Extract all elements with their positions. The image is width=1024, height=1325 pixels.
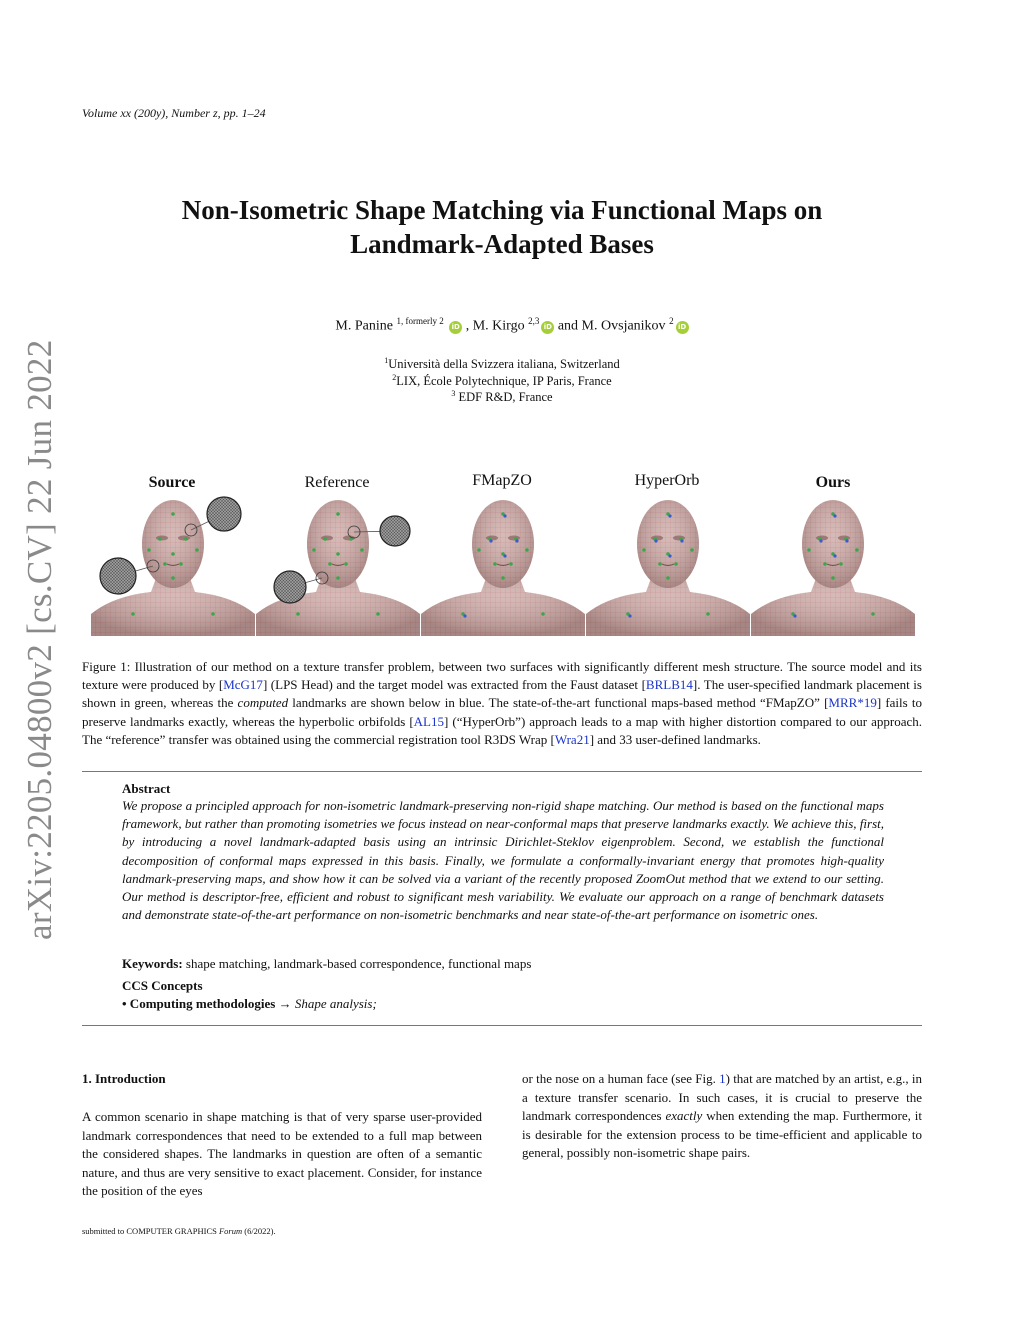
caption-text: ] fails to preserve landmarks exactly, whereas the hyperbolic orbifolds [ (82, 695, 923, 729)
keywords (122, 955, 884, 973)
figure-label-reference: Reference (304, 474, 370, 491)
ccs-item (122, 995, 884, 1013)
body-column-right (522, 1070, 922, 1163)
zoom-inset (380, 516, 410, 546)
affiliation-text: Università della Svizzera italiana, Switzerland (388, 357, 620, 372)
caption-text: ]. The user-specified landmark placement is shown in green, whereas the (82, 677, 922, 711)
landmark-green (323, 537, 327, 541)
landmark-blue (489, 539, 492, 542)
landmark-blue (845, 539, 848, 542)
landmark-green (871, 612, 875, 616)
ccs-category: • Computing methodologies (122, 996, 276, 1011)
figure-label-source: Source (148, 474, 196, 491)
figure-ref-link[interactable]: 1 (719, 1071, 726, 1086)
citation-link[interactable]: Wra21 (554, 731, 590, 747)
affiliation-marker: 3 (451, 389, 456, 398)
footer-text: (6/2022). (242, 1226, 276, 1236)
footer (82, 1226, 276, 1236)
landmark-green (541, 612, 545, 616)
left-eye (321, 536, 333, 541)
author-2-name: , M. Kirgo (465, 318, 525, 334)
landmark-blue (833, 554, 836, 557)
body-text: when extending the map. Furthermore, it is desirable for the extension process to be time-efficient and applicable to general, possibly non-isometric shape pairs. (522, 1108, 922, 1161)
landmark-green (158, 537, 162, 541)
author-2-affil: 2,3 (528, 316, 540, 326)
abstract-heading: Abstract (122, 781, 171, 796)
landmark-green (525, 548, 529, 552)
ccs-subcategory: Shape analysis; (294, 996, 377, 1011)
landmark-blue (515, 539, 518, 542)
title-line-2: Landmark-Adapted Bases (350, 229, 654, 259)
zoom-inset (100, 558, 136, 594)
landmark-green (336, 512, 340, 516)
section-heading: 1. Introduction (82, 1071, 166, 1086)
landmark-blue (819, 539, 822, 542)
landmark-blue (503, 554, 506, 557)
caption-text: Figure 1: Illustration of our method on a texture transfer problem, between two surfaces with significantly different mesh structure. The source model and its texture were produced by [ (82, 659, 922, 693)
affiliation-3 (0, 386, 1004, 405)
landmark-green (296, 612, 300, 616)
figure-caption (82, 658, 922, 749)
affiliation-text: EDF R&D, France (455, 390, 553, 405)
landmark-green (376, 612, 380, 616)
head-render-3 (421, 500, 585, 636)
right-eye (838, 536, 850, 541)
caption-emphasis: computed (237, 695, 289, 711)
orcid-icon[interactable]: iD (676, 321, 689, 334)
landmark-green (823, 562, 827, 566)
author-1-affil: 1, formerly 2 (396, 316, 444, 326)
landmark-green (163, 562, 167, 566)
landmark-green (131, 612, 135, 616)
landmark-blue (503, 514, 506, 517)
citation-link[interactable]: AL15 (413, 713, 445, 729)
orcid-icon[interactable]: iD (541, 321, 554, 334)
landmark-green (147, 548, 151, 552)
landmark-green (642, 548, 646, 552)
body-text: or the nose on a human face (see Fig. (522, 1071, 720, 1086)
landmark-green (831, 576, 835, 580)
landmark-green (211, 612, 215, 616)
abstract-text: We propose a principled approach for non-isometric landmark-preserving non-rigid shape matching. Our method is based on the functional maps framework, but rather than promoting isometries we focus instead on near-conformal maps that preserve landmarks exactly. We achieve this, first, by introducing a novel landmark-adapted basis using an intrinsic Dirichlet-Steklov eigenproblem. Second, we establish the functional decomposition of conformal maps expressed in this basis. Finally, we formulate a conformally-invariant energy that promotes high-quality landmark-preserving maps, and show how it can be solved via a variant of the recently proposed ZoomOut method that we extend to our setting. Our method is descriptor-free, efficient and robust to significant mesh variability. We evaluate our approach on a range of benchmark datasets and demonstrate state-of-the-art performance on non-isometric benchmarks and near state-of-the-art performance on isometric ones. (122, 798, 884, 923)
landmark-blue (680, 539, 683, 542)
landmark-green (336, 552, 340, 556)
body-emphasis: exactly (665, 1108, 703, 1124)
landmark-green (839, 562, 843, 566)
right-eye (673, 536, 685, 541)
arxiv-identifier: arXiv:2205.04800v2 [cs.CV] 22 Jun 2022 (20, 339, 59, 940)
body-column-left: A common scenario in shape matching is that of very sparse user-provided landmark correspondences that need to be extended to a full map between the considered shapes. The landmarks in question are often of a semantic nature, and thus are very sensitive to exact placement. Consider, for instance the position of the eyes (82, 1109, 482, 1199)
author-list (0, 316, 1024, 335)
figure-label-ours: Ours (815, 474, 851, 491)
landmark-green (501, 576, 505, 580)
citation-link[interactable]: BRLB14 (645, 677, 693, 693)
author-1-name: M. Panine (335, 318, 393, 334)
landmark-blue (668, 514, 671, 517)
keywords-text: shape matching, landmark-based correspondence, functional maps (182, 956, 532, 971)
landmark-green (184, 537, 188, 541)
landmark-green (658, 562, 662, 566)
landmark-blue (833, 514, 836, 517)
landmark-green (807, 548, 811, 552)
ccs-heading: CCS Concepts (122, 978, 203, 993)
landmark-green (706, 612, 710, 616)
landmark-green (328, 562, 332, 566)
landmark-blue (628, 614, 631, 617)
ccs-arrow: → (275, 996, 295, 1011)
left-eye (816, 536, 828, 541)
keywords-label: Keywords: (122, 956, 183, 971)
running-head: Volume xx (200y), Number z, pp. 1–24 (82, 106, 266, 120)
figure-1-renders (90, 492, 916, 636)
paper-title (120, 193, 884, 261)
landmark-green (171, 576, 175, 580)
landmark-green (344, 562, 348, 566)
head-render-4 (586, 500, 750, 636)
landmark-green (171, 512, 175, 516)
left-eye (651, 536, 663, 541)
landmark-green (171, 552, 175, 556)
zoom-inset (207, 497, 241, 531)
landmark-green (855, 548, 859, 552)
right-eye (178, 536, 190, 541)
landmark-green (674, 562, 678, 566)
landmark-green (360, 548, 364, 552)
footer-forum: Forum (218, 1226, 243, 1236)
title-line-1: Non-Isometric Shape Matching via Functional Maps on (181, 195, 823, 225)
orcid-icon[interactable]: iD (449, 321, 462, 334)
author-3-name: and M. Ovsjanikov (557, 318, 666, 334)
figure-label-hyperorb: HyperOrb (634, 472, 700, 489)
zoom-inset (274, 571, 306, 603)
figure-label-fmapzo: FMapZO (472, 472, 532, 489)
landmark-green (336, 576, 340, 580)
caption-text: landmarks are shown below in blue. The state-of-the-art functional maps-based method “FMapZO” [ (288, 695, 829, 711)
citation-link[interactable]: MRR*19 (828, 695, 877, 711)
landmark-green (195, 548, 199, 552)
citation-link[interactable]: McG17 (223, 677, 263, 693)
author-3-affil: 2 (669, 316, 674, 326)
landmark-green (509, 562, 513, 566)
head-render-5 (751, 500, 915, 636)
landmark-green (179, 562, 183, 566)
landmark-green (312, 548, 316, 552)
affiliation-text: LIX, École Polytechnique, IP Paris, France (396, 374, 612, 389)
divider (82, 1025, 922, 1026)
left-eye (156, 536, 168, 541)
left-eye (486, 536, 498, 541)
landmark-green (666, 576, 670, 580)
landmark-green (690, 548, 694, 552)
body-text: ) that are matched by an artist, e.g., in a texture transfer scenario. In such cases, it is crucial to preserve the landmark correspondences (522, 1071, 922, 1124)
landmark-blue (793, 614, 796, 617)
caption-text: ] (LPS Head) and the target model was extracted from the Faust dataset [ (262, 677, 646, 693)
right-eye (508, 536, 520, 541)
landmark-blue (654, 539, 657, 542)
caption-text: ] and 33 user-defined landmarks. (589, 731, 761, 747)
caption-text: ] (“HyperOrb”) approach leads to a map with higher distortion compared to our approach. The “reference” transfer was obtained using the commercial registration tool R3DS Wrap [ (82, 713, 922, 747)
landmark-green (477, 548, 481, 552)
landmark-blue (668, 554, 671, 557)
affiliation-marker: 1 (384, 356, 389, 365)
divider (82, 771, 922, 772)
footer-text: submitted to COMPUTER GRAPHICS (82, 1226, 219, 1236)
affiliation-marker: 2 (392, 373, 397, 382)
landmark-blue (463, 614, 466, 617)
landmark-green (493, 562, 497, 566)
